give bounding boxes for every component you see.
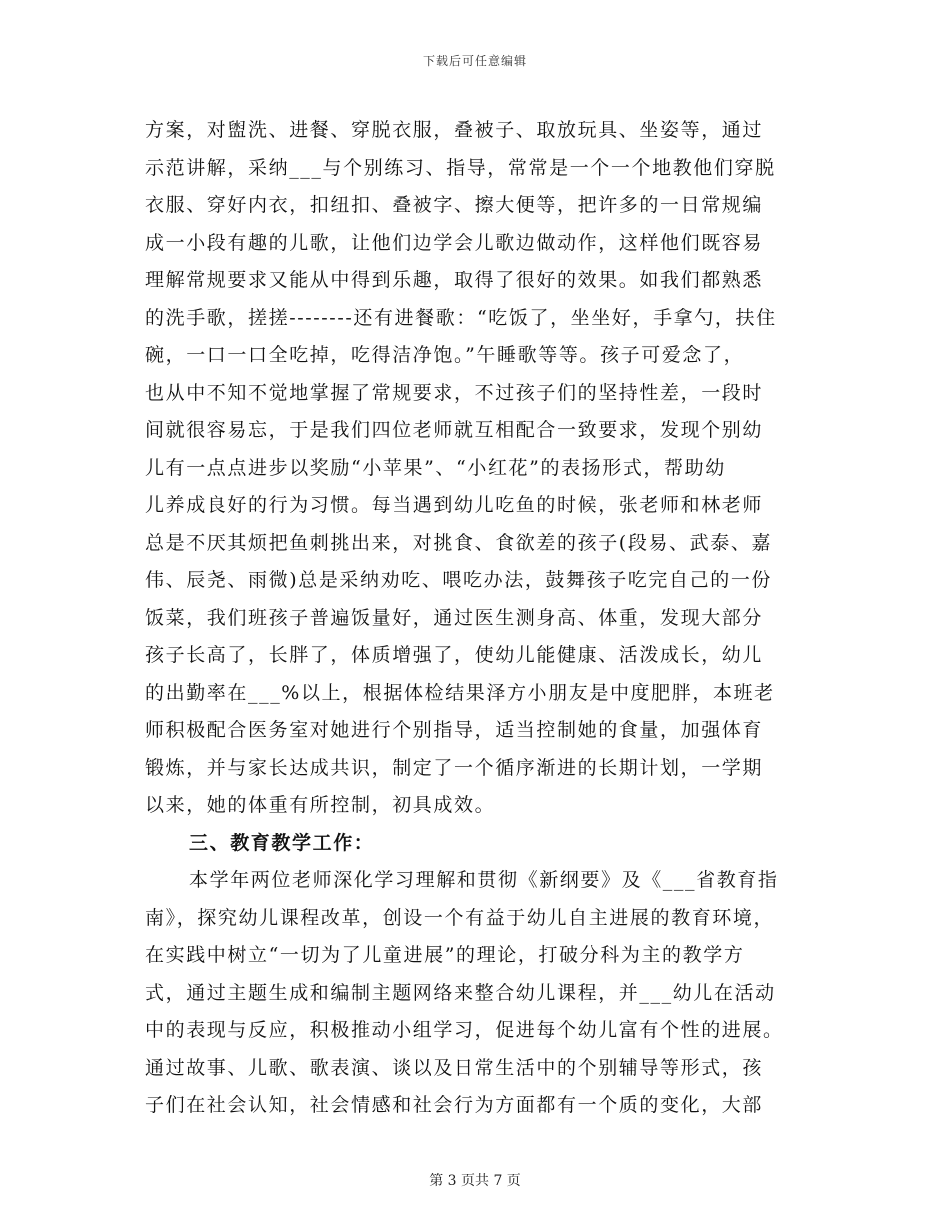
document-body: [145, 112, 805, 1125]
page-number-footer: 第 3 页共 7 页: [429, 1173, 521, 1189]
paragraph-line: 碗，一口一口全吃掉，吃得洁净饱。”午睡歌等等。孩子可爱念了，: [145, 344, 745, 366]
paragraph-line: 南》，探究幼儿课程改革，创设一个有益于幼儿自主进展的教育环境，: [145, 906, 775, 929]
paragraph-line: 儿养成良好的行为习惯。每当遇到幼儿吃鱼的时候，张老师和林老师: [145, 494, 764, 516]
paragraph-line: 示范讲解，采纳___与个别练习、指导，常常是一个一个地教他们穿脱: [145, 156, 776, 179]
paragraph-line: 式，通过主题生成和编制主题网络来整合幼儿课程，并___幼儿在活动: [145, 981, 776, 1004]
paragraph-line: 孩子长高了，长胖了，体质增强了，使幼儿能健康、活泼成长，幼儿: [145, 644, 764, 666]
paragraph-line: 锻炼，并与家长达成共识，制定了一个循序渐进的长期计划，一学期: [145, 756, 764, 779]
paragraph-line: 儿有一点点进步以奖励“小苹果”、“小红花”的表扬形式，帮助幼: [145, 456, 726, 479]
paragraph-line: 的洗手歌，搓搓--------还有进餐歌：“吃饭了，坐坐好，手拿勺，扶住: [145, 306, 777, 329]
paragraph-line: 饭菜，我们班孩子普遍饭量好，通过医生测身高、体重，发现大部分: [145, 606, 764, 629]
paragraph-line: 方案，对盥洗、进餐、穿脱衣服，叠被子、取放玩具、坐姿等，通过: [145, 119, 764, 141]
paragraph-line: 间就很容易忘，于是我们四位老师就互相配合一致要求，发现个别幼: [145, 419, 764, 441]
page-header: 下载后可任意编辑: [422, 54, 527, 68]
paragraph-line: 成一小段有趣的儿歌，让他们边学会儿歌边做动作，这样他们既容易: [145, 231, 764, 254]
paragraph-line: 通过故事、儿歌、歌表演、谈以及日常生活中的个别辅导等形式，孩: [145, 1056, 764, 1079]
paragraph-line: 也从中不知不觉地掌握了常规要求，不过孩子们的坚持性差，一段时: [145, 381, 764, 404]
paragraph-line: 理解常规要求又能从中得到乐趣，取得了很好的效果。如我们都熟悉: [145, 269, 764, 291]
paragraph-line: 伟、辰尧、雨微)总是采纳劝吃、喂吃办法，鼓舞孩子吃完自己的一份: [145, 569, 773, 591]
paragraph-line: 师积极配合医务室对她进行个别指导，适当控制她的食量，加强体育: [145, 719, 764, 741]
paragraph-line: 在实践中树立“一切为了儿童进展”的理论，打破分科为主的教学方: [145, 944, 745, 966]
paragraph-line: 总是不厌其烦把鱼刺挑出来，对挑食、食欲差的孩子(段易、武泰、嘉: [145, 531, 773, 554]
paragraph-line: 中的表现与反应，积极推动小组学习，促进每个幼儿富有个性的进展。: [145, 1019, 784, 1041]
paragraph-line: 子们在社会认知，社会情感和社会行为方面都有一个质的变化，大部: [145, 1094, 764, 1116]
section-heading: 三、教育教学工作：: [189, 831, 375, 854]
paragraph-line: 衣服、穿好内衣，扣纽扣、叠被字、擦大便等，把许多的一日常规编: [145, 194, 764, 216]
paragraph-line: 的出勤率在___%以上，根据体检结果泽方小朋友是中度肥胖，本班老: [145, 681, 775, 704]
paragraph-line: 以来，她的体重有所控制，初具成效。: [145, 794, 496, 816]
paragraph-line: 本学年两位老师深化学习理解和贯彻《新纲要》及《___省教育指: [189, 869, 779, 891]
